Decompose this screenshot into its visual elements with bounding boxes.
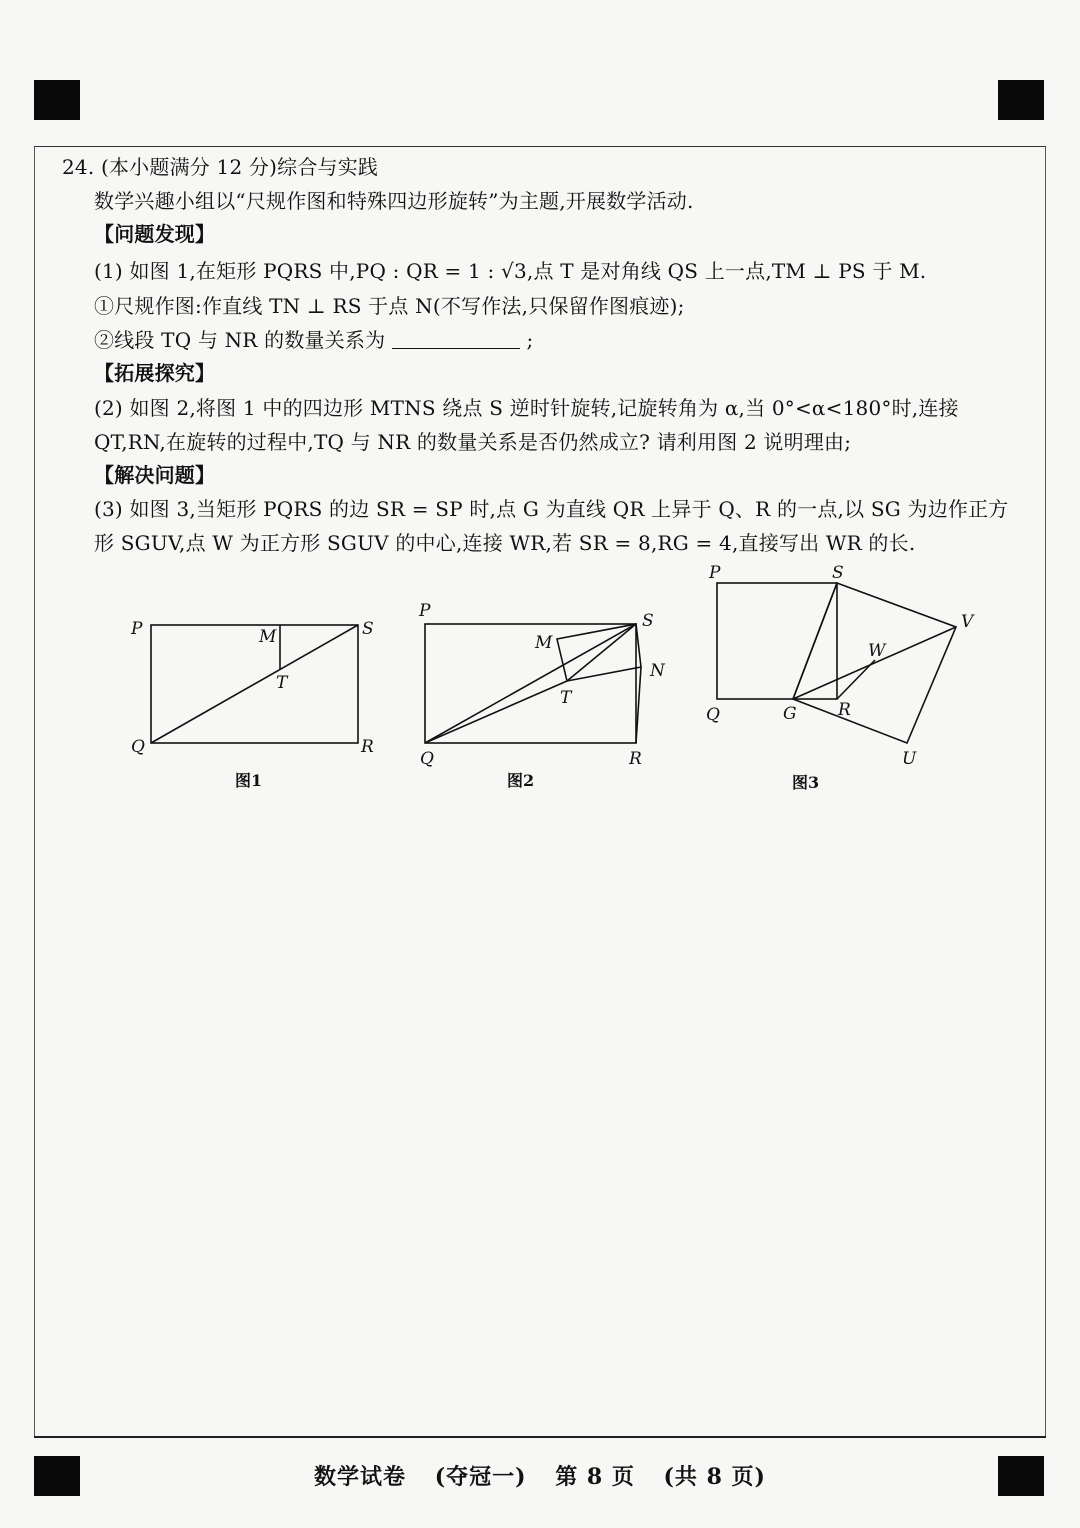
fig3-label-s: S [832, 563, 844, 583]
fig3-label-q: Q [706, 705, 720, 725]
part-1b-end: ; [526, 328, 534, 352]
fig3-label-r: R [838, 700, 851, 720]
fig2-label-r: R [629, 749, 642, 769]
footer-page: 第 8 页 [555, 1464, 635, 1490]
fig2-segment-st [567, 624, 636, 681]
fig1-label-t: T [276, 673, 288, 693]
figures [0, 560, 1080, 820]
fig3-label-p: P [709, 563, 721, 583]
answer-blank[interactable] [392, 326, 520, 349]
footer-subject: 数学试卷 [314, 1464, 407, 1490]
fig2-label-q: Q [420, 749, 434, 769]
fig3-label-v: V [961, 612, 974, 632]
problem-title: 24. (本小题满分 12 分)综合与实践 [62, 155, 379, 179]
fig2-segment-qt [425, 681, 567, 743]
part-1b-text: ②线段 TQ 与 NR 的数量关系为 [94, 328, 386, 352]
fig2-label-s: S [642, 611, 654, 631]
figure-1 [130, 619, 374, 790]
fig2-quad-mtns [557, 624, 641, 681]
fig2-label-p: P [419, 601, 431, 621]
registration-mark-top-left [34, 80, 80, 120]
problem-intro: 数学兴趣小组以“尺规作图和特殊四边形旋转”为主题,开展数学活动. [94, 189, 694, 213]
part-3-line2: 形 SGUV,点 W 为正方形 SGUV 的中心,连接 WR,若 SR = 8,RG = 4,直接写出 WR 的长. [94, 531, 916, 555]
section-heading-explore: 【拓展探究】 [94, 361, 216, 385]
part-1b [94, 325, 533, 355]
fig1-label-r: R [361, 737, 374, 757]
section-heading-discovery: 【问题发现】 [94, 222, 216, 246]
fig3-label-w: W [868, 641, 886, 661]
fig2-label-m: M [535, 633, 553, 653]
fig3-caption: 图3 [792, 773, 820, 792]
fig2-caption: 图2 [507, 771, 535, 790]
fig2-label-t: T [560, 688, 572, 708]
part-3-line1: (3) 如图 3,当矩形 PQRS 的边 SR = SP 时,点 G 为直线 QR 上异于 Q、R 的一点,以 SG 为边作正方 [94, 497, 1009, 521]
fig3-segment-gv [793, 627, 956, 699]
section-heading-solve: 【解决问题】 [94, 463, 216, 487]
fig3-label-g: G [783, 704, 797, 724]
registration-mark-top-right [998, 80, 1044, 120]
fig2-label-n: N [650, 661, 665, 681]
fig1-label-p: P [131, 619, 143, 639]
figure-3 [706, 563, 975, 792]
fig1-label-q: Q [131, 737, 145, 757]
part-2-line1: (2) 如图 2,将图 1 中的四边形 MTNS 绕点 S 逆时针旋转,记旋转角为 α,当 0°<α<180°时,连接 [94, 396, 959, 420]
fig3-segment-sg [793, 583, 837, 699]
figure-2 [418, 601, 666, 790]
part-1: (1) 如图 1,在矩形 PQRS 中,PQ : QR = 1 : √3,点 T 是对角线 QS 上一点,TM ⊥ PS 于 M. [94, 259, 927, 283]
fig1-caption: 图1 [235, 771, 263, 790]
fig3-label-u: U [902, 749, 917, 769]
footer-total: (共 8 页) [663, 1464, 766, 1490]
fig3-square-pqrs [717, 583, 837, 699]
fig1-label-s: S [362, 619, 374, 639]
fig3-segment-wr [837, 660, 875, 699]
fig1-label-m: M [259, 627, 277, 647]
fig1-diagonal-qs [151, 625, 358, 743]
footer-edition: (夺冠一) [434, 1464, 527, 1490]
part-2-line2: QT,RN,在旋转的过程中,TQ 与 NR 的数量关系是否仍然成立? 请利用图 2 说明理由; [94, 430, 852, 454]
fig2-diagonal-qs [425, 624, 636, 743]
bottom-rule [34, 1436, 1046, 1438]
part-1a: ①尺规作图:作直线 TN ⊥ RS 于点 N(不写作法,只保留作图痕迹); [94, 294, 685, 318]
page-footer [0, 1460, 1080, 1491]
